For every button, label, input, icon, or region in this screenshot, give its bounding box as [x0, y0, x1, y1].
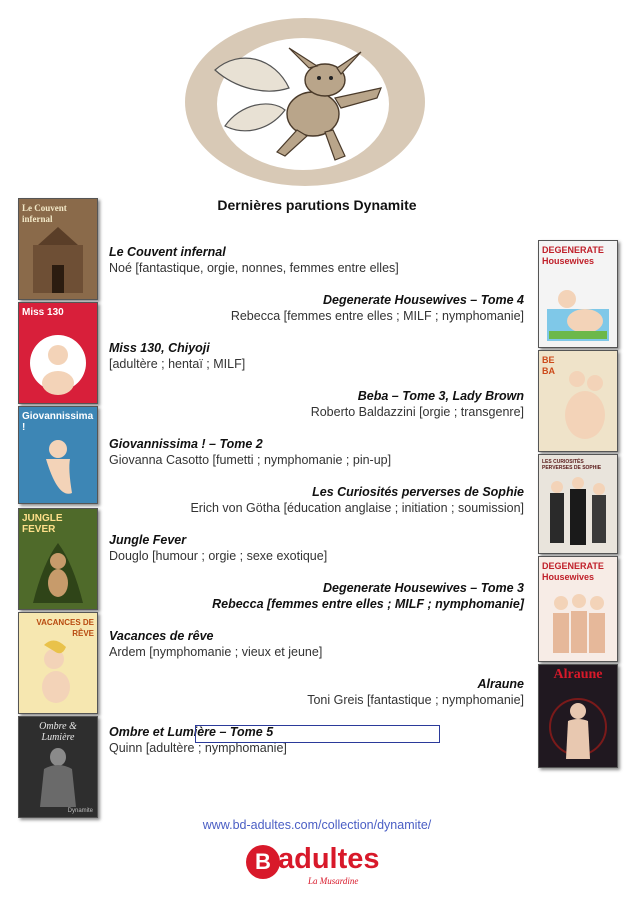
cover-title: Miss 130	[22, 307, 64, 318]
entry-le-couvent-infernal	[109, 244, 399, 276]
entry-description: Rebecca [femmes entre elles ; MILF ; nymphomanie]	[212, 597, 524, 611]
entry-title[interactable]: Miss 130, Chiyoji	[109, 341, 210, 355]
entry-title[interactable]: Giovannissima ! – Tome 2	[109, 437, 263, 451]
cover-title: LES CURIOSITÉS PERVERSES DE SOPHIE	[542, 459, 602, 471]
cover-publisher: Dynamite	[67, 808, 93, 814]
cover-ombre-et-lumiere[interactable]	[18, 716, 98, 818]
cover-le-couvent-infernal[interactable]	[18, 198, 98, 300]
entry-description: Noé [fantastique, orgie, nonnes, femmes entre elles]	[109, 261, 399, 275]
cover-title: JUNGLE FEVER	[22, 513, 63, 535]
goblin-icon	[185, 18, 425, 186]
cover-art-icon	[546, 691, 610, 761]
entry-title[interactable]: Jungle Fever	[109, 533, 187, 547]
cover-art-icon	[28, 429, 88, 499]
cover-art-icon	[28, 327, 88, 399]
entry-description: Roberto Baldazzini [orgie ; transgenre]	[310, 405, 524, 419]
cover-beba-3[interactable]	[538, 350, 618, 452]
entry-description: Rebecca [femmes entre elles ; MILF ; nymphomanie]	[230, 309, 524, 323]
entry-description: Douglo [humour ; orgie ; sexe exotique]	[109, 549, 328, 563]
page-title: Dernières parutions Dynamite	[217, 197, 417, 213]
entry-alraune	[307, 676, 524, 708]
entry-degenerate-housewives-4	[231, 292, 524, 324]
entry-giovannissima-2	[109, 436, 391, 468]
entry-title[interactable]: Degenerate Housewives – Tome 3	[322, 581, 524, 595]
cover-art-icon	[28, 225, 88, 295]
cover-alraune[interactable]	[538, 664, 618, 768]
entry-title[interactable]: Le Couvent infernal	[109, 245, 226, 259]
bd-adultes-logo[interactable]	[246, 845, 391, 889]
entry-title[interactable]: Beba – Tome 3, Lady Brown	[357, 389, 524, 403]
cover-title: Le Couvent infernal	[22, 203, 67, 224]
cover-art-icon	[28, 637, 88, 707]
cover-art-icon	[545, 585, 611, 657]
site-url-link[interactable]: www.bd-adultes.com/collection/dynamite/	[202, 818, 432, 832]
entry-jungle-fever	[109, 532, 327, 564]
entry-description: Ardem [nymphomanie ; vieux et jeune]	[109, 645, 323, 659]
entry-description: Erich von Götha [éducation anglaise ; initiation ; soumission]	[190, 501, 524, 515]
cover-vacances-de-reve[interactable]	[18, 612, 98, 714]
cover-degenerate-housewives-3[interactable]	[538, 556, 618, 662]
cover-art-icon	[28, 533, 88, 603]
cover-title: DEGENERATE Housewives	[542, 245, 604, 266]
cover-title: VACANCES DE RÊVE	[36, 618, 94, 638]
cover-title: Alraune	[553, 667, 603, 682]
cover-degenerate-housewives-4[interactable]	[538, 240, 618, 348]
cover-giovannissima[interactable]	[18, 406, 98, 504]
cover-art-icon	[28, 741, 88, 807]
entry-title[interactable]: Ombre et Lumière – Tome 5	[109, 725, 274, 739]
brand-wordmark: adultes	[278, 843, 380, 875]
cover-title: DEGENERATE Housewives	[542, 561, 604, 582]
entry-description: [adultère ; hentaï ; MILF]	[109, 357, 246, 371]
entry-description: Giovanna Casotto [fumetti ; nymphomanie ; pin-up]	[109, 453, 392, 467]
cover-title: Giovannissima !	[22, 411, 94, 433]
cover-miss-130[interactable]	[18, 302, 98, 404]
entry-title[interactable]: Les Curiosités perverses de Sophie	[312, 485, 524, 499]
cover-art-icon	[557, 363, 611, 443]
cover-art-icon	[545, 269, 611, 343]
entry-degenerate-housewives-3	[212, 580, 524, 612]
cover-title: Ombre & Lumière	[39, 721, 77, 743]
cover-jungle-fever[interactable]	[18, 508, 98, 610]
brand-b-badge: B	[246, 845, 280, 879]
entry-description: Toni Greis [fantastique ; nymphomanie]	[307, 693, 524, 707]
dynamite-logo	[185, 18, 425, 186]
entry-beba-3	[311, 388, 524, 420]
entry-description: Quinn [adultère ; nymphomanie]	[109, 741, 287, 755]
entry-title[interactable]: Alraune	[477, 677, 524, 691]
entry-title[interactable]: Degenerate Housewives – Tome 4	[322, 293, 524, 307]
cover-curiosites-perverses-sophie[interactable]	[538, 454, 618, 554]
brand-subtitle: La Musardine	[308, 876, 359, 886]
entry-vacances-de-reve	[109, 628, 322, 660]
entry-miss-130	[109, 340, 245, 372]
cover-art-icon	[544, 473, 612, 549]
link-annotation-box[interactable]	[195, 725, 440, 743]
entry-title[interactable]: Vacances de rêve	[109, 629, 214, 643]
entry-curiosites-perverses-sophie	[190, 484, 524, 516]
cover-title: BEBA	[542, 355, 555, 376]
